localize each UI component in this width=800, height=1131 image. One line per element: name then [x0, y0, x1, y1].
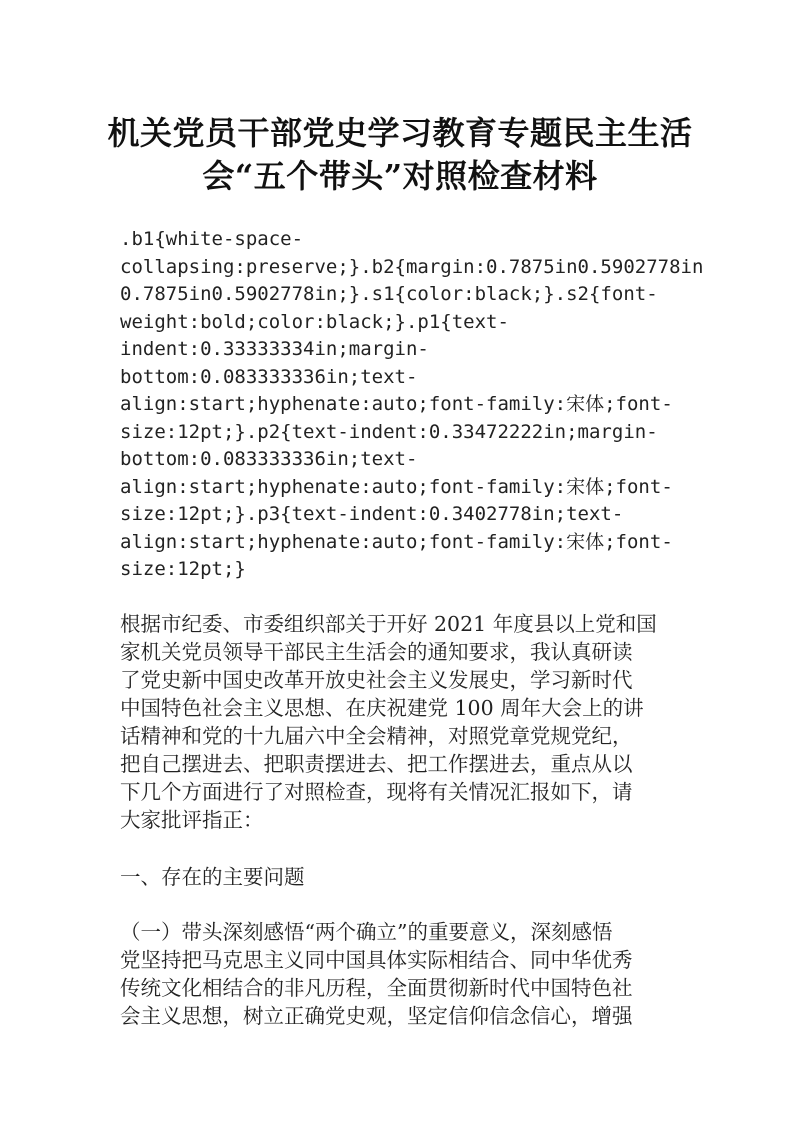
css-line: bottom:0.083333336in;text-: [120, 365, 418, 388]
css-line: collapsing:preserve;}.b2{margin:0.7875in0.5902778in: [120, 255, 704, 278]
css-line: indent:0.33333334in;margin-: [120, 338, 429, 360]
item-paragraph: [120, 918, 680, 1030]
paragraph-line: 话精神和党的十九届六中全会精神，对照党章党规党纪，: [120, 724, 633, 748]
section-heading: [120, 863, 680, 891]
paragraph-line: 根据市纪委、市委组织部关于开好 2021 年度县以上党和国: [120, 612, 657, 636]
css-line: size:12pt;}.p3{text-indent:0.3402778in;text-: [120, 503, 624, 525]
css-line: 0.7875in0.5902778in;}.s1{color:black;}.s2{font-: [120, 283, 658, 305]
paragraph-line: （一）带头深刻感悟“两个确立”的重要意义，深刻感悟: [120, 920, 613, 944]
css-line: size:12pt;}: [120, 558, 246, 580]
intro-paragraph: [120, 610, 680, 834]
title-line: 会“五个带头”对照检查材料: [202, 157, 598, 195]
paragraph-line: 传统文化相结合的非凡历程，全面贯彻新时代中国特色社: [120, 976, 633, 1000]
paragraph-line: 中国特色社会主义思想、在庆祝建党 100 周年大会上的讲: [120, 696, 644, 720]
paragraph-line: 了党史新中国史改革开放史社会主义发展史，学习新时代: [120, 668, 633, 692]
css-line: bottom:0.083333336in;text-: [120, 448, 418, 470]
paragraph-line: 大家批评指正：: [120, 808, 264, 832]
heading-line: 一、存在的主要问题: [120, 865, 305, 889]
css-line: .b1{white-space-: [120, 228, 304, 250]
title-line: 机关党员干部党史学习教育专题民主生活: [107, 114, 693, 152]
css-line: size:12pt;}.p2{text-indent:0.33472222in;margin-: [120, 420, 658, 443]
raw-css-text: [120, 226, 704, 584]
paragraph-line: 家机关党员领导干部民主生活会的通知要求，我认真研读: [120, 640, 633, 664]
css-line: align:start;hyphenate:auto;font-family:宋体;font-: [120, 530, 673, 553]
paragraph-line: 党坚持把马克思主义同中国具体实际相结合、同中华优秀: [120, 948, 633, 972]
paragraph-line: 把自己摆进去、把职责摆进去、把工作摆进去，重点从以: [120, 752, 633, 776]
paragraph-line: 会主义思想，树立正确党史观，坚定信仰信念信心，增强: [120, 1004, 633, 1028]
paragraph-line: 下几个方面进行了对照检查，现将有关情况汇报如下，请: [120, 780, 633, 804]
css-line: align:start;hyphenate:auto;font-family:宋体;font-: [120, 393, 673, 415]
css-line: weight:bold;color:black;}.p1{text-: [120, 310, 509, 333]
css-line: align:start;hyphenate:auto;font-family:宋体;font-: [120, 475, 673, 498]
document-title: [100, 112, 700, 198]
